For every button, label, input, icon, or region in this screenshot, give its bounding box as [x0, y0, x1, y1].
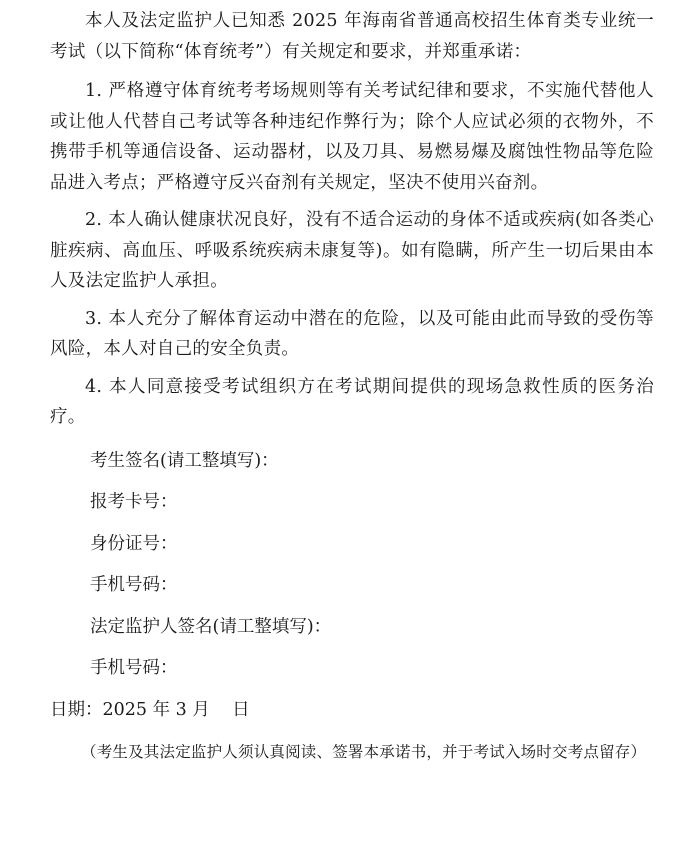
pledge-item-3: 3. 本人充分了解体育运动中潜在的危险，以及可能由此而导致的受伤等风险，本人对自己的安全负责。	[50, 308, 654, 359]
pledge-item-4: 4. 本人同意接受考试组织方在考试期间提供的现场急救性质的医务治疗。	[50, 376, 654, 427]
candidate-signature-label: 考生签名(请工整填写)：	[90, 450, 279, 471]
guardian-phone-label: 手机号码：	[90, 658, 178, 678]
pledge-item-2: 2. 本人确认健康状况良好，没有不适合运动的身体不适或疾病(如各类心脏疾病、高血压、呼吸系统疾病未康复等)。如有隐瞒，所产生一切后果由本人及法定监护人承担。	[50, 210, 654, 291]
date-value: 2025 年 3 月 日	[102, 699, 250, 720]
intro-paragraph: 本人及法定监护人已知悉 2025 年海南省普通高校招生体育类专业统一考试（以下简称“体育统考”）有关规定和要求，并郑重承诺：	[50, 11, 654, 62]
pledge-document	[50, 6, 654, 767]
exam-number-label: 报考卡号：	[90, 492, 178, 512]
pledge-item-1: 1. 严格遵守体育统考考场规则等有关考试纪律和要求，不实施代替他人或让他人代替自己考试等各种违纪作弊行为；除个人应试必须的衣物外，不携带手机等通信设备、运动器材，以及刀具、易燃易爆及腐蚀性物品等危险品进入考点；严格遵守反兴奋剂有关规定，坚决不使用兴奋剂。	[50, 81, 654, 193]
guardian-signature-label: 法定监护人签名(请工整填写)：	[90, 616, 332, 637]
id-number-label: 身份证号：	[90, 533, 178, 554]
date-label: 日期：	[50, 699, 103, 720]
candidate-phone-label: 手机号码：	[90, 575, 178, 595]
footnote: （考生及其法定监护人须认真阅读、签署本承诺书，并于考试入场时交考点留存）	[81, 742, 647, 761]
date-line	[50, 695, 654, 737]
